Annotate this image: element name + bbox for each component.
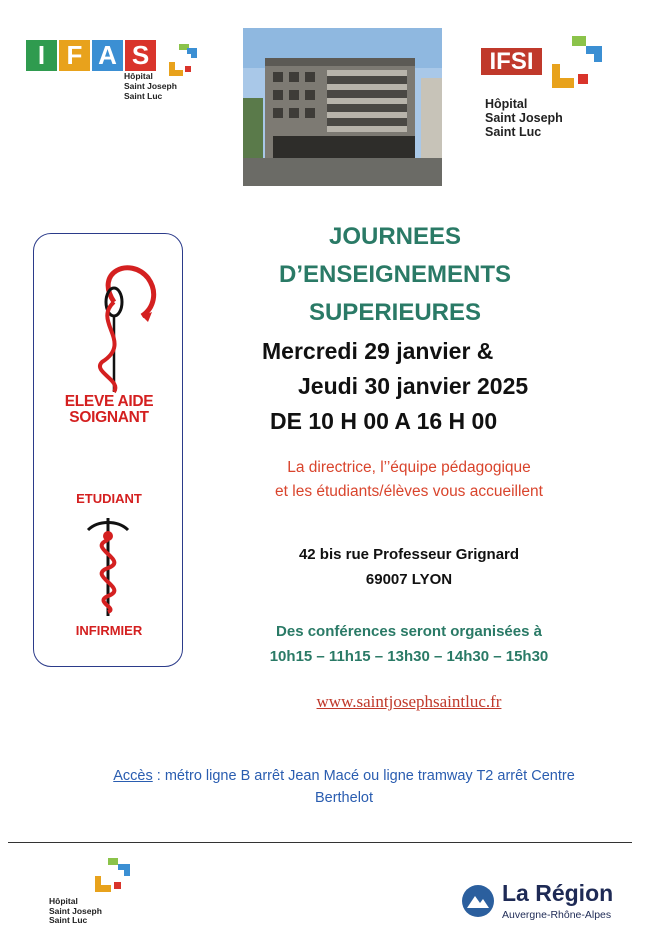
- ifsi-logo-mark-icon: [546, 34, 610, 94]
- ifas-logo: [26, 40, 156, 71]
- etudiant-label: ETUDIANT: [76, 491, 142, 506]
- conferences-times: 10h15 – 11h15 – 13h30 – 14h30 – 15h30: [269, 648, 549, 665]
- ifsi-subtitle: [485, 97, 563, 139]
- event-date-1: Mercredi 29 janvier &: [262, 338, 494, 364]
- event-title-line3: SUPERIEURES: [308, 299, 482, 326]
- address: [200, 542, 618, 592]
- region-name: La Région: [502, 880, 614, 906]
- ifas-subtitle: [124, 71, 177, 101]
- conferences-line1: Des conférences seront organisées à: [276, 623, 542, 640]
- ifsi-sub-line: Saint Luc: [485, 125, 542, 139]
- ifas-sub-line: Saint Joseph: [124, 81, 177, 91]
- eleve-line1: ELEVE AIDE: [64, 393, 154, 410]
- ifsi-sub-line: Saint Joseph: [485, 111, 563, 125]
- event-title-line1: JOURNEES: [328, 223, 462, 250]
- welcome-line1: La directrice, l’’équipe pédagogique: [287, 459, 531, 476]
- region-subtitle: Auvergne-Rhône-Alpes: [502, 909, 612, 921]
- ifas-letter-i: I: [26, 40, 57, 71]
- event-title-line2: D’ENSEIGNEMENTS: [278, 261, 512, 288]
- footer-hospital-line: Hôpital: [49, 896, 78, 906]
- footer-hospital-name: [49, 897, 102, 926]
- website-link[interactable]: www.saintjosephsaintluc.fr: [316, 692, 502, 711]
- building-photo: [243, 28, 442, 186]
- conferences-info: [200, 619, 618, 669]
- ifas-sub-line: Saint Luc: [124, 91, 163, 101]
- region-logo-icon: [461, 884, 495, 918]
- ifsi-logo-text: IFSI: [481, 48, 542, 75]
- ifas-sub-line: Hôpital: [124, 71, 153, 81]
- ifas-letter-f: F: [59, 40, 90, 71]
- acces-text: : métro ligne B arrêt Jean Macé ou ligne tramway T2 arrêt Centre: [152, 768, 575, 784]
- event-hours: DE 10 H 00 A 16 H 00: [270, 408, 498, 434]
- address-line2: 69007 LYON: [365, 571, 453, 588]
- welcome-line2: et les étudiants/élèves vous accueillent: [275, 483, 543, 500]
- access-info: [70, 765, 618, 809]
- caduceus-icon: [78, 512, 138, 620]
- acces-link[interactable]: Accès: [113, 768, 153, 784]
- ifsi-sub-line: Hôpital: [485, 97, 528, 111]
- welcome-text: [200, 456, 618, 504]
- eleve-aide-soignant-label: [34, 394, 184, 426]
- address-line1: 42 bis rue Professeur Grignard: [298, 546, 520, 563]
- footer-divider: [8, 842, 632, 843]
- event-date-2: Jeudi 30 janvier 2025: [298, 373, 529, 399]
- ifas-letter-s: S: [125, 40, 156, 71]
- infirmier-label: INFIRMIER: [75, 623, 143, 638]
- footer-hospital-line: Saint Joseph: [49, 905, 102, 916]
- eleve-line2: SOIGNANT: [69, 409, 149, 426]
- acces-text-line2: Berthelot: [314, 790, 374, 806]
- hospital-logo-mark-icon: [92, 856, 134, 894]
- aide-soignant-emblem-icon: [72, 262, 162, 397]
- footer-hospital-line: Saint Luc: [49, 915, 88, 925]
- ifas-letter-a: A: [92, 40, 123, 71]
